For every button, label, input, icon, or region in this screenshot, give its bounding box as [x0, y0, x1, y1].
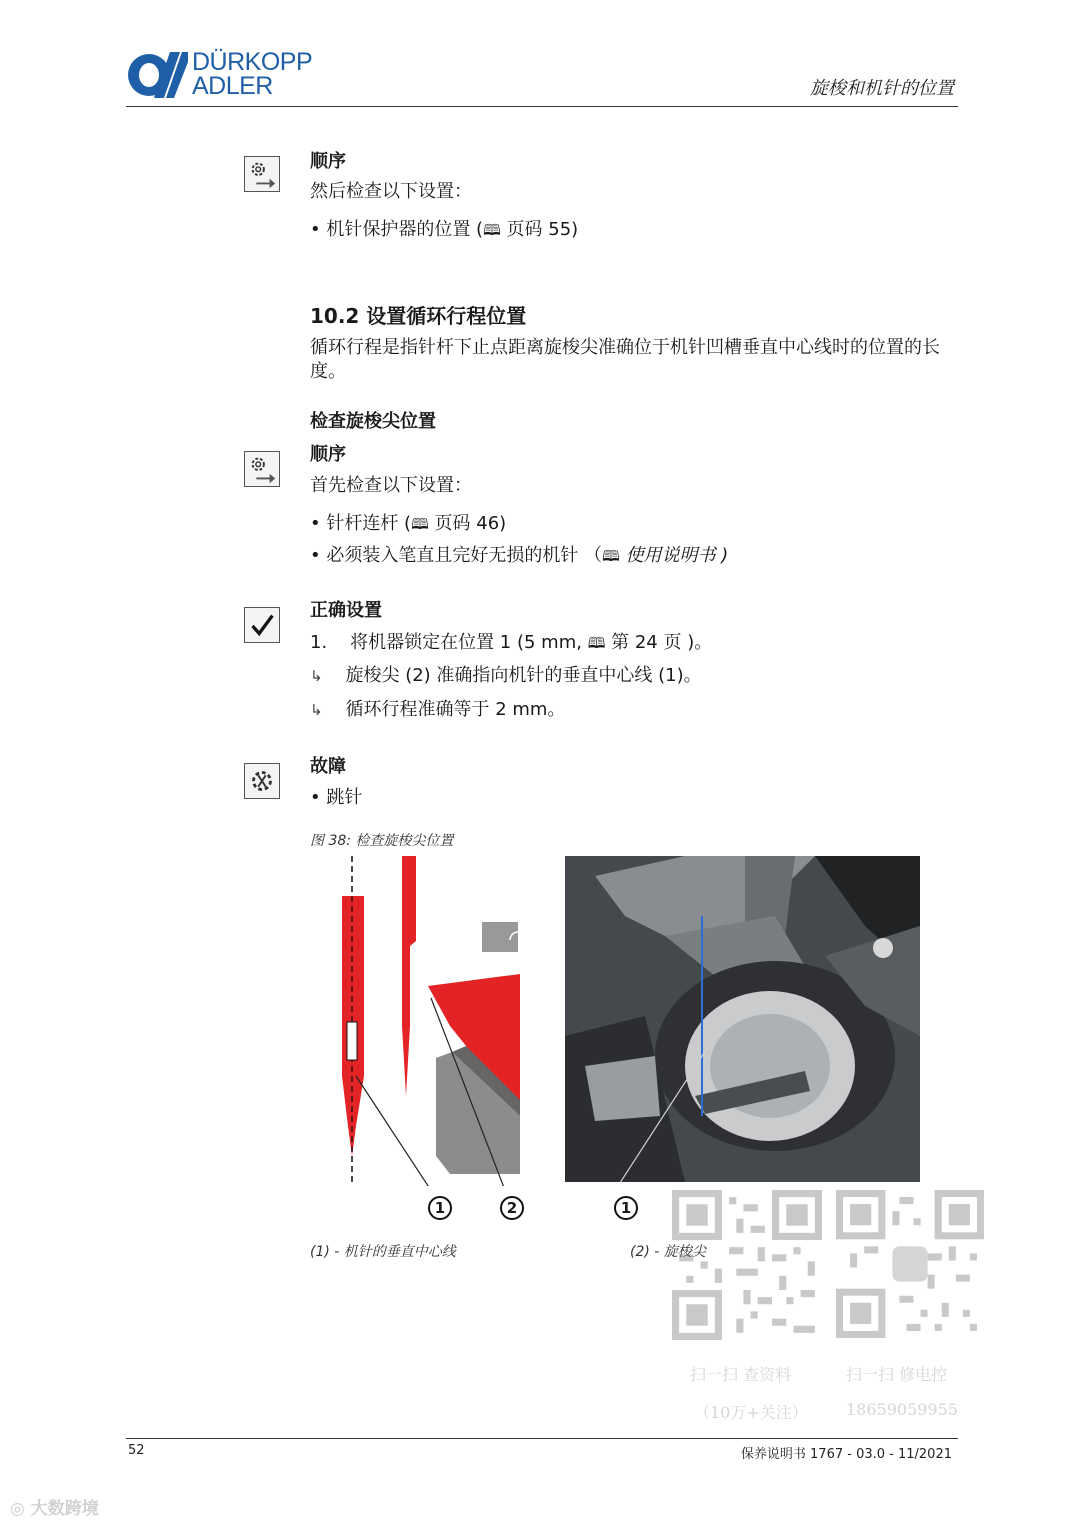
watermark-qr-code-icon	[672, 1190, 822, 1340]
callout-marker: 2	[500, 1196, 524, 1220]
section-heading: 10.2 设置循环行程位置	[310, 304, 527, 328]
brand-line2: ADLER	[192, 72, 273, 100]
book-icon: 🕮	[483, 221, 501, 239]
result-item	[310, 664, 702, 688]
step-number: 1.	[310, 632, 328, 653]
check-item-text: • 机针保护器的位置 (	[310, 219, 484, 240]
book-icon: 🕮	[411, 515, 429, 533]
brand-name	[192, 50, 312, 98]
figure-caption: 图 38: 检查旋梭尖位置	[310, 833, 454, 849]
procedure-icon	[244, 451, 280, 487]
book-icon: 🕮	[602, 547, 620, 565]
fault-icon	[244, 763, 280, 799]
watermark-text: 扫一扫 修电控	[846, 1365, 948, 1384]
procedure-icon	[244, 156, 280, 192]
result-item	[310, 698, 565, 722]
footer-divider	[126, 1438, 958, 1439]
corner-watermark-text: 大数跨境	[30, 1499, 99, 1519]
corner-watermark	[10, 1494, 99, 1519]
check-item-text: • 针杆连杆 (	[310, 513, 412, 534]
page-number: 52	[128, 1443, 145, 1458]
watermark-text: （10万+关注）	[694, 1403, 808, 1422]
needle-diagram	[300, 856, 560, 1186]
result-arrow-icon: ↳	[310, 701, 323, 719]
document-info: 保养说明书 1767 - 03.0 - 11/2021	[740, 1447, 952, 1462]
fault-item: • 跳针	[310, 787, 363, 808]
header-divider	[126, 106, 958, 107]
hook-photo	[565, 856, 920, 1182]
page-link[interactable]: 页码 55)	[506, 219, 579, 240]
correct-setting-label: 正确设置	[310, 600, 382, 621]
brand-line1: DÜRKOPP	[192, 48, 313, 76]
subheading: 检查旋梭尖位置	[310, 411, 436, 432]
callout-marker: 1	[428, 1196, 452, 1220]
procedure-label: 顺序	[310, 444, 346, 465]
page-link[interactable]: 页码 46)	[434, 513, 507, 534]
manual-link[interactable]: 使用说明书 )	[625, 545, 729, 566]
watermark-text: 扫一扫 查资料	[690, 1365, 792, 1384]
check-item	[310, 218, 578, 242]
watermark-text: 18659059955	[846, 1400, 958, 1419]
procedure-intro: 然后检查以下设置：	[310, 181, 472, 202]
step-text: 将机器锁定在位置 1 (5 mm,	[350, 632, 582, 653]
check-icon	[244, 607, 280, 643]
check-item	[310, 544, 728, 568]
book-icon: 🕮	[587, 634, 606, 652]
watermark-qr-code-icon	[836, 1190, 984, 1338]
section-description: 循环行程是指针杆下止点距离旋梭尖准确位于机针凹槽垂直中心线时的位置的长度。	[310, 337, 940, 382]
procedure-intro: 首先检查以下设置：	[310, 475, 472, 496]
company-logo-icon	[126, 52, 188, 98]
step-item	[310, 631, 712, 655]
result-arrow-icon: ↳	[310, 667, 323, 685]
section-title: 旋梭和机针的位置	[810, 78, 954, 99]
result-text: 旋梭尖 (2) 准确指向机针的垂直中心线 (1)。	[345, 665, 702, 686]
check-item	[310, 512, 506, 536]
figure-legend-2: (2) - 旋梭尖	[630, 1244, 706, 1260]
watermark-logo-icon: ◎	[10, 1499, 25, 1519]
check-item-text: • 必须装入笔直且完好无损的机针 （	[310, 545, 603, 566]
procedure-label: 顺序	[310, 151, 346, 172]
callout-marker: 1	[614, 1196, 638, 1220]
page-link[interactable]: 第 24 页 )。	[611, 632, 713, 653]
fault-label: 故障	[310, 756, 346, 777]
result-text: 循环行程准确等于 2 mm。	[345, 699, 566, 720]
figure-legend-1: (1) - 机针的垂直中心线	[310, 1244, 456, 1260]
